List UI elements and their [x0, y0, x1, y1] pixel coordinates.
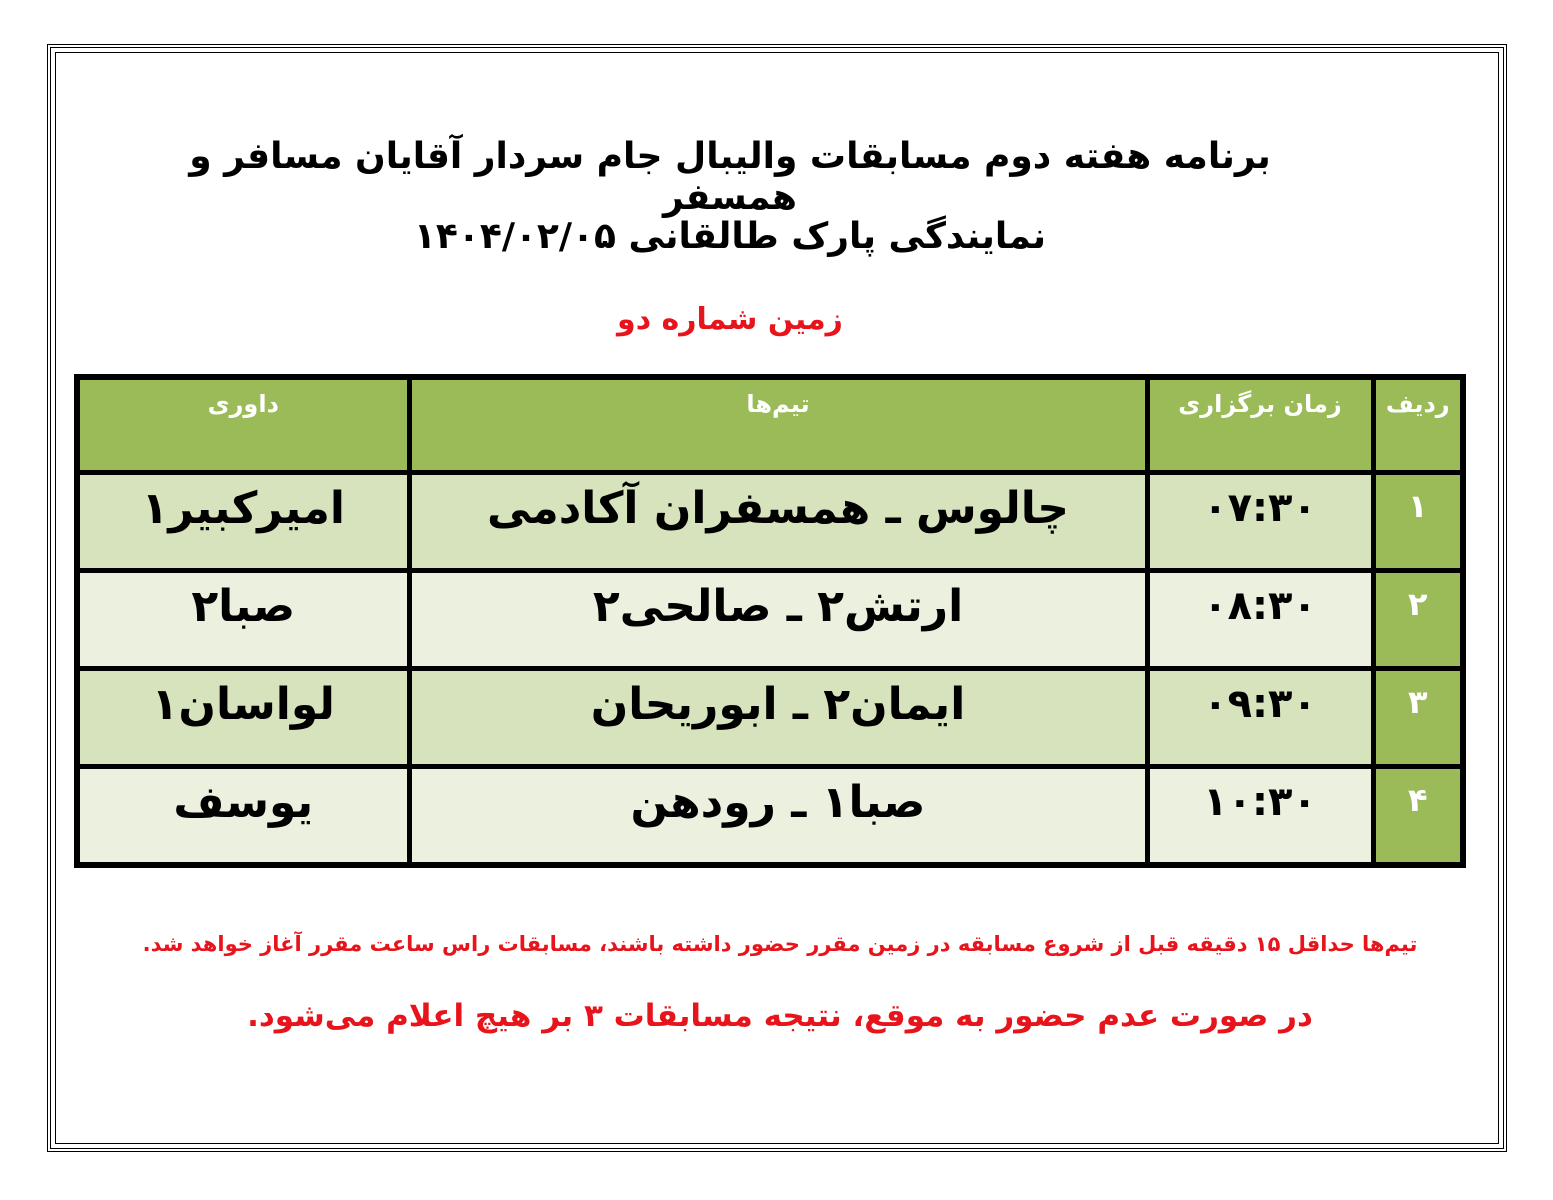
- row-number: ۲: [1373, 570, 1463, 668]
- table-header-row: [77, 377, 1463, 473]
- table-row: [77, 473, 1463, 571]
- page-title-line2: نمایندگی پارک طالقانی ۱۴۰۴/۰۲/۰۵: [413, 216, 1047, 257]
- schedule-table: [74, 374, 1466, 868]
- match-referee: امیرکبیر۱: [77, 473, 409, 571]
- page-title: برنامه هفته دوم مسابقات والیبال جام سردار آقایان مسافر و همسفر: [189, 136, 1271, 218]
- match-time: ۰۸:۳۰: [1147, 570, 1373, 668]
- table-row: [77, 766, 1463, 865]
- row-number: ۳: [1373, 668, 1463, 766]
- match-time: ۰۹:۳۰: [1147, 668, 1373, 766]
- match-referee: یوسف: [77, 766, 409, 865]
- header-row-number: ردیف: [1373, 377, 1463, 473]
- match-time: ۱۰:۳۰: [1147, 766, 1373, 865]
- match-teams: ارتش۲ ـ صالحی۲: [409, 570, 1147, 668]
- arrival-notice: تیم‌ها حداقل ۱۵ دقیقه قبل از شروع مسابقه در زمین مقرر حضور داشته باشند، مسابقات راس ساعت مقرر آغاز خواهد شد.: [142, 932, 1418, 956]
- match-teams: صبا۱ ـ رودهن: [409, 766, 1147, 865]
- row-number: ۴: [1373, 766, 1463, 865]
- match-referee: صبا۲: [77, 570, 409, 668]
- match-referee: لواسان۱: [77, 668, 409, 766]
- table-row: [77, 570, 1463, 668]
- header-referee: داوری: [77, 377, 409, 473]
- field-subtitle: زمین شماره دو: [617, 302, 843, 337]
- header-time: زمان برگزاری: [1147, 377, 1373, 473]
- row-number: ۱: [1373, 473, 1463, 571]
- match-teams: چالوس ـ همسفران آکادمی: [409, 473, 1147, 571]
- match-time: ۰۷:۳۰: [1147, 473, 1373, 571]
- forfeit-notice: در صورت عدم حضور به موقع، نتیجه مسابقات ۳ بر هیچ اعلام می‌شود.: [247, 998, 1313, 1034]
- table-row: [77, 668, 1463, 766]
- match-teams: ایمان۲ ـ ابوریحان: [409, 668, 1147, 766]
- header-teams: تیم‌ها: [409, 377, 1147, 473]
